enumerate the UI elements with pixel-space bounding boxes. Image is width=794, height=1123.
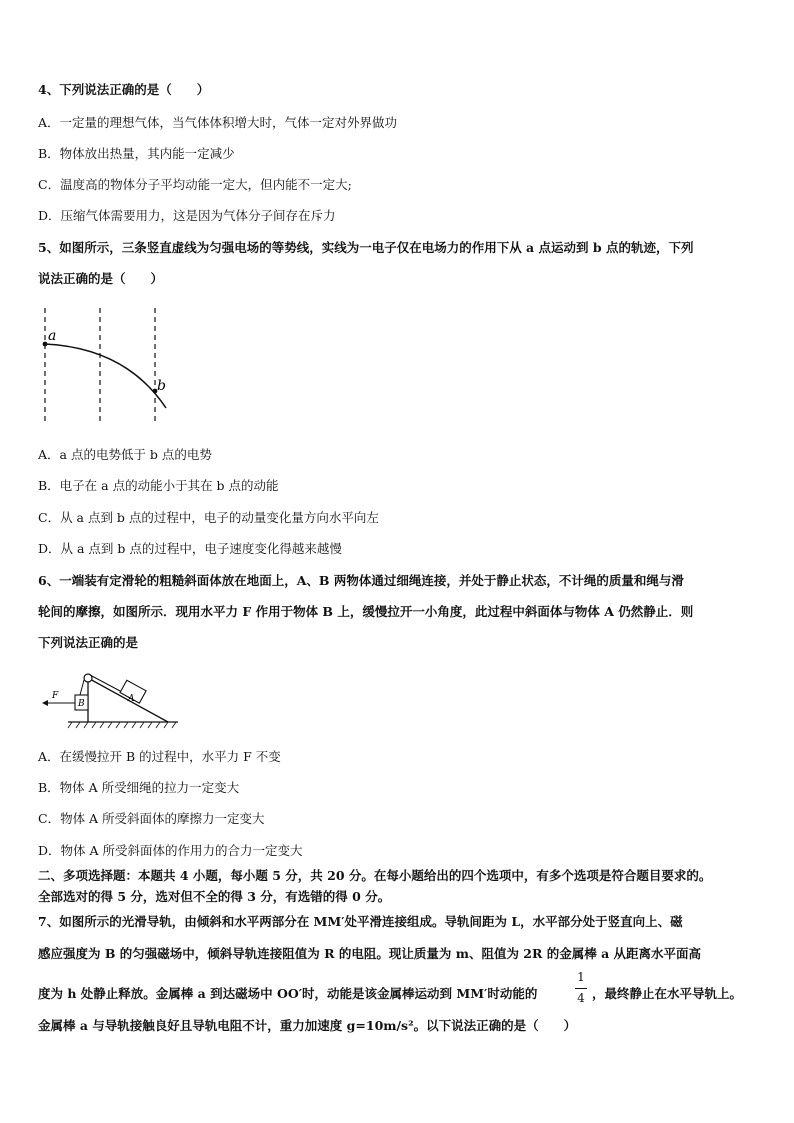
q6-stem-line3: 下列说法正确的是 xyxy=(38,635,139,650)
q4-option-d: D．压缩气体需要用力，这是因为气体分子间存在斥力 xyxy=(38,208,336,223)
q7-line2: 感应强度为 B 的匀强磁场中，倾斜导轨连接阻值为 R 的电阻。现让质量为 m、阻值为 2R 的金属棒 a 从距离水平面高 xyxy=(38,946,702,961)
label-b: B xyxy=(78,699,85,709)
rope-to-b xyxy=(80,680,84,695)
q4-option-a: A．一定量的理想气体，当气体体积增大时，气体一定对外界做功 xyxy=(38,115,398,130)
q7-line1: 7、如图所示的光滑导轨，由倾斜和水平两部分在 MM′处平滑连接组成。导轨间距为 L，水平部分处于竖直向上、磁 xyxy=(38,914,683,929)
q4-option-b: B．物体放出热量，其内能一定减少 xyxy=(38,146,235,161)
rope-to-a xyxy=(90,675,122,692)
label-b: b xyxy=(157,378,166,394)
q7-line4: 金属棒 a 与导轨接触良好且导轨电阻不计，重力加速度 g=10m/s²。以下说法正确的是（ ） xyxy=(38,1018,577,1033)
q4-stem: 4、下列说法正确的是（ ） xyxy=(38,82,210,97)
q6-option-c: C．物体 A 所受斜面体的摩擦力一定变大 xyxy=(38,811,265,826)
label-a: a xyxy=(48,328,57,344)
label-f: F xyxy=(52,691,59,701)
ground-hatching xyxy=(68,722,176,728)
q5-option-b: B．电子在 a 点的动能小于其在 b 点的动能 xyxy=(38,478,279,493)
q6-option-b: B．物体 A 所受细绳的拉力一定变大 xyxy=(38,780,240,795)
q5-field-lines-figure xyxy=(36,300,176,432)
q4-option-c: C．温度高的物体分子平均动能一定大，但内能不一定大; xyxy=(38,177,352,192)
q5-option-d: D．从 a 点到 b 点的过程中，电子速度变化得越来越慢 xyxy=(38,541,342,556)
q7-line3-part1: 度为 h 处静止释放。金属棒 a 到达磁场中 OO′时，动能是该金属棒运动到 MM′时动能的 xyxy=(38,986,538,1001)
q6-option-a: A．在缓慢拉开 B 的过程中，水平力 F 不变 xyxy=(38,749,281,764)
fraction-numerator: 1 xyxy=(577,970,585,984)
fraction-bar xyxy=(575,988,587,989)
electron-trajectory xyxy=(45,344,166,408)
fraction-denominator: 4 xyxy=(577,991,585,1005)
q6-incline-figure xyxy=(40,668,180,734)
section2-heading-line2: 全部选对的得 5 分，选对但不全的得 3 分，有选错的得 0 分。 xyxy=(38,889,391,904)
q5-option-a: A．a 点的电势低于 b 点的电势 xyxy=(38,447,212,462)
q6-stem-line2: 轮间的摩擦，如图所示．现用水平力 F 作用于物体 B 上，缓慢拉开一小角度，此过程中斜面体与物体 A 仍然静止．则 xyxy=(38,604,694,619)
label-a: A xyxy=(128,694,135,704)
q5-option-c: C．从 a 点到 b 点的过程中，电子的动量变化量方向水平向左 xyxy=(38,510,379,525)
q5-stem-line1: 5、如图所示，三条竖直虚线为匀强电场的等势线，实线为一电子仅在电场力的作用下从 a 点运动到 b 点的轨迹，下列 xyxy=(38,240,694,255)
q7-line3-part2: ，最终静止在水平导轨上。 xyxy=(592,986,743,1001)
section2-heading-line1: 二、多项选择题：本题共 4 小题，每小题 5 分，共 20 分。在每小题给出的四个选项中，有多个选项是符合题目要求的。 xyxy=(38,868,712,883)
point-a xyxy=(43,342,48,347)
force-arrowhead xyxy=(42,700,48,706)
q6-option-d: D．物体 A 所受斜面体的作用力的合力一定变大 xyxy=(38,843,303,858)
q5-stem-line2: 说法正确的是（ ） xyxy=(38,271,164,286)
q6-stem-line1: 6、一端装有定滑轮的粗糙斜面体放在地面上，A、B 两物体通过细绳连接，并处于静止状态，不计绳的质量和绳与滑 xyxy=(38,573,684,588)
